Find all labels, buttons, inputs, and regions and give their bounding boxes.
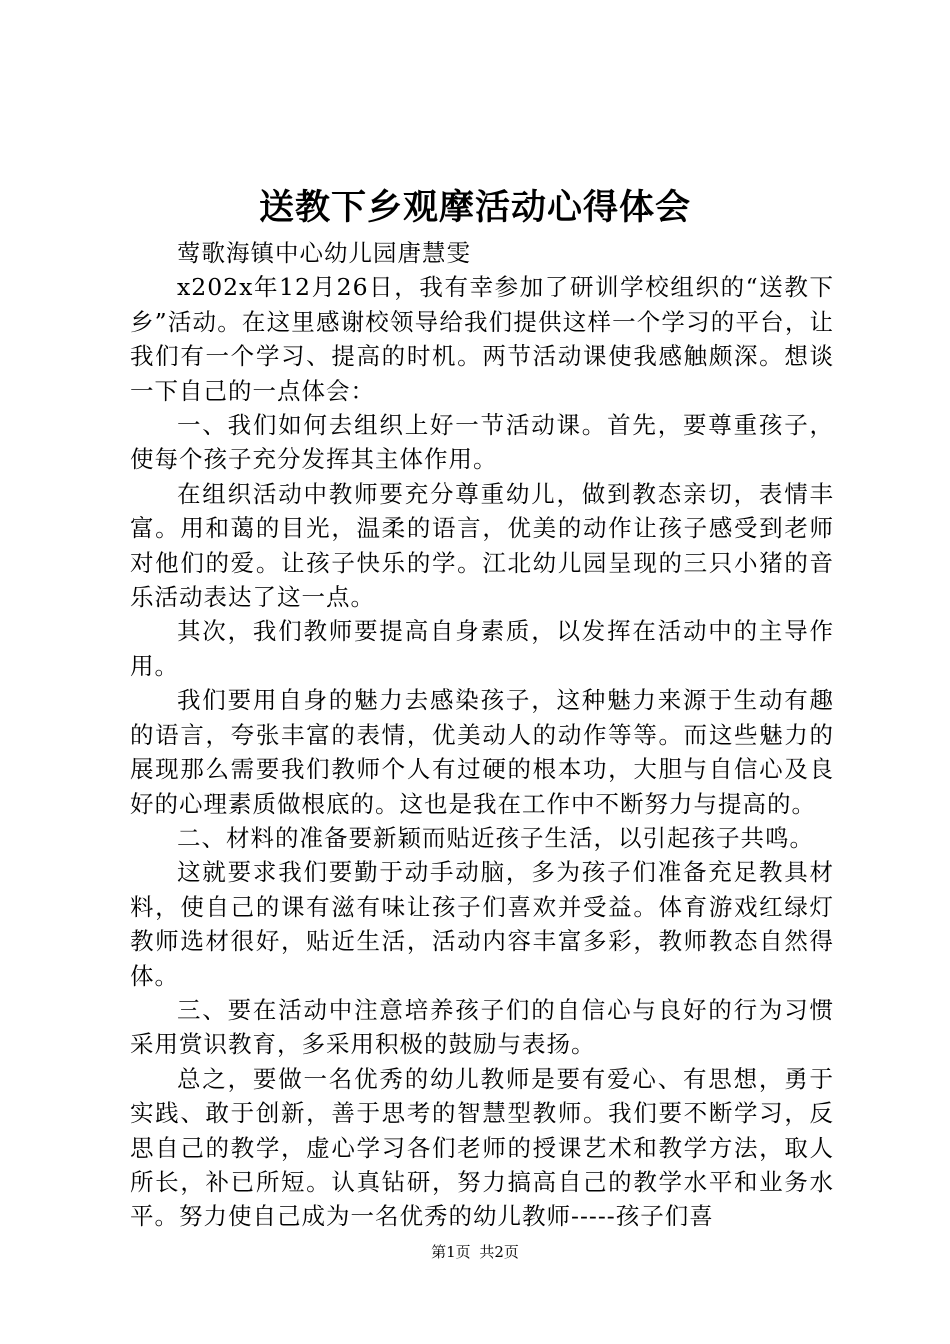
page-number: 第1页 xyxy=(431,1243,471,1261)
document-body xyxy=(130,236,834,1234)
page-footer xyxy=(0,1240,950,1264)
body-paragraph: x202x年12月26日，我有幸参加了研训学校组织的“送教下乡”活动。在这里感谢校领导给我们提供这样一个学习的平台，让我们有一个学习、提高的时机。两节活动课使我感触颇深。想谈一下自己的一点体会： xyxy=(130,273,834,405)
body-paragraph: 这就要求我们要勤于动手动脑，多为孩子们准备充足教具材料，使自己的课有滋有味让孩子们喜欢并受益。体育游戏红绿灯教师选材很好，贴近生活，活动内容丰富多彩，教师教态自然得体。 xyxy=(130,858,834,990)
body-paragraph: 二、材料的准备要新颖而贴近孩子生活，以引起孩子共鸣。 xyxy=(177,823,814,852)
body-paragraph: 在组织活动中教师要充分尊重幼儿，做到教态亲切，表情丰富。用和蔼的目光，温柔的语言，优美的动作让孩子感受到老师对他们的爱。让孩子快乐的学。江北幼儿园呈现的三只小猪的音乐活动表达了这一点。 xyxy=(130,479,834,612)
document-title: 送教下乡观摩活动心得体会 xyxy=(258,187,691,228)
page-total: 共2页 xyxy=(479,1243,519,1261)
body-paragraph: 总之，要做一名优秀的幼儿教师是要有爱心、有思想，勇于实践、敢于创新，善于思考的智慧型教师。我们要不断学习，反思自己的教学，虚心学习各们老师的授课艺术和教学方法，取人所长，补已所短。认真钻研，努力搞高自己的教学水平和业务水平。努力使自己成为一名优秀的幼儿教师-----孩子们喜 xyxy=(130,1064,834,1231)
author-line: 莺歌海镇中心幼儿园唐慧雯 xyxy=(177,239,471,267)
body-paragraph: 我们要用自身的魅力去感染孩子，这种魅力来源于生动有趣的语言，夸张丰富的表情，优美动人的动作等等。而这些魅力的展现那么需要我们教师个人有过硬的根本功，大胆与自信心及良好的心理素质做根底的。这也是我在工作中不断努力与提高的。 xyxy=(130,686,834,818)
body-paragraph: 一、我们如何去组织上好一节活动课。首先，要尊重孩子，使每个孩子充分发挥其主体作用。 xyxy=(130,411,834,474)
body-paragraph: 三、要在活动中注意培养孩子们的自信心与良好的行为习惯采用赏识教育，多采用积极的鼓励与表扬。 xyxy=(130,995,834,1059)
body-paragraph: 其次，我们教师要提高自身素质，以发挥在活动中的主导作用。 xyxy=(130,617,834,680)
